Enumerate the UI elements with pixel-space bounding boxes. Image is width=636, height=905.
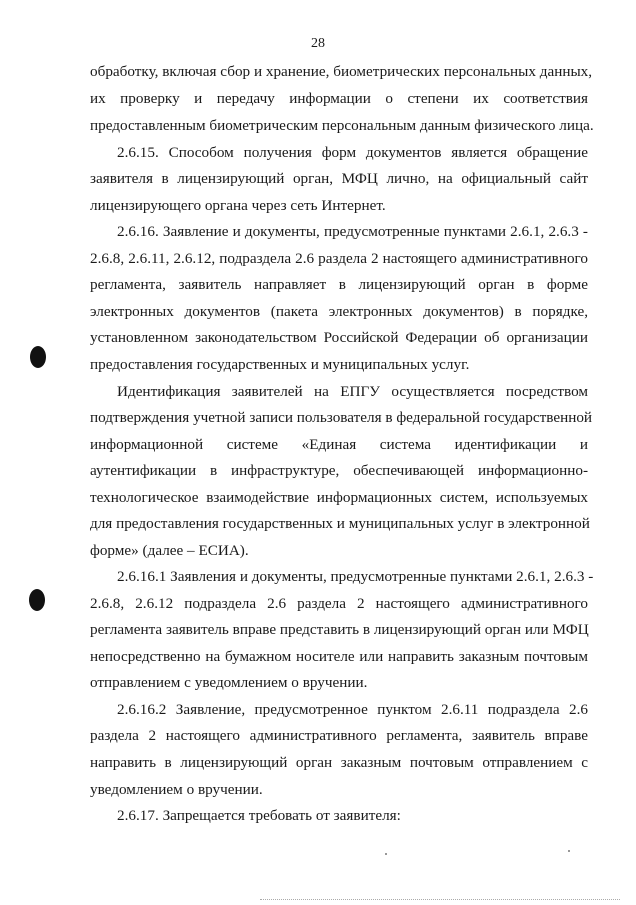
- text-line: подтверждения учетной записи пользователя в федеральной государственной: [90, 409, 593, 426]
- text-line: установленном законодательством Российской Федерации об организации: [90, 329, 588, 346]
- text-line: отправлением с уведомлением о вручении.: [90, 674, 368, 691]
- text-line: 2.6.16.1 Заявления и документы, предусмотренные пунктами 2.6.1, 2.6.3 -: [117, 568, 594, 585]
- text-line: заявителя в лицензирующий орган, МФЦ лично, на официальный сайт: [90, 170, 588, 187]
- text-line: 2.6.15. Способом получения форм документов является обращение: [117, 144, 588, 161]
- text-line: лицензирующего органа через сеть Интернет.: [90, 197, 386, 214]
- text-line: технологическое взаимодействие информационных систем, используемых: [90, 489, 588, 506]
- text-line: предоставления государственных и муниципальных услуг.: [90, 356, 470, 373]
- text-line: их проверку и передачу информации о степени их соответствия: [90, 90, 588, 107]
- text-line: 2.6.16. Заявление и документы, предусмотренные пунктами 2.6.1, 2.6.3 -: [117, 223, 588, 240]
- scan-speck: [568, 850, 570, 852]
- text-line: регламента, заявитель направляет в лицензирующий орган в форме: [90, 276, 588, 293]
- text-line: Идентификация заявителей на ЕПГУ осуществляется посредством: [117, 383, 588, 400]
- text-line: направить в лицензирующий орган заказным почтовым отправлением с: [90, 754, 588, 771]
- page-number: 28: [311, 36, 325, 51]
- punch-hole: [29, 589, 45, 611]
- text-line: для предоставления государственных и муниципальных услуг в электронной: [90, 515, 590, 532]
- text-line: обработку, включая сбор и хранение, биометрических персональных данных,: [90, 63, 593, 80]
- punch-hole: [30, 346, 46, 368]
- text-line: электронных документов (пакета электронных документов) в порядке,: [90, 303, 588, 320]
- text-line: 2.6.17. Запрещается требовать от заявителя:: [117, 807, 401, 824]
- text-line: форме» (далее – ЕСИА).: [90, 542, 249, 559]
- text-line: регламента заявитель вправе представить в лицензирующий орган или МФЦ: [90, 621, 589, 638]
- scan-edge-line: [260, 899, 620, 900]
- text-line: аутентификации в инфраструктуре, обеспечивающей информационно-: [90, 462, 588, 479]
- text-line: предоставленным биометрическим персональным данным физического лица.: [90, 117, 594, 134]
- text-line: 2.6.16.2 Заявление, предусмотренное пунктом 2.6.11 подраздела 2.6: [117, 701, 588, 718]
- text-line: уведомлением о вручении.: [90, 781, 263, 798]
- text-line: непосредственно на бумажном носителе или направить заказным почтовым: [90, 648, 588, 665]
- text-line: информационной системе «Единая система идентификации и: [90, 436, 588, 453]
- text-line: раздела 2 настоящего административного регламента, заявитель вправе: [90, 727, 588, 744]
- text-line: 2.6.8, 2.6.11, 2.6.12, подраздела 2.6 раздела 2 настоящего административного: [90, 250, 588, 267]
- scan-speck: [385, 853, 387, 855]
- text-line: 2.6.8, 2.6.12 подраздела 2.6 раздела 2 настоящего административного: [90, 595, 588, 612]
